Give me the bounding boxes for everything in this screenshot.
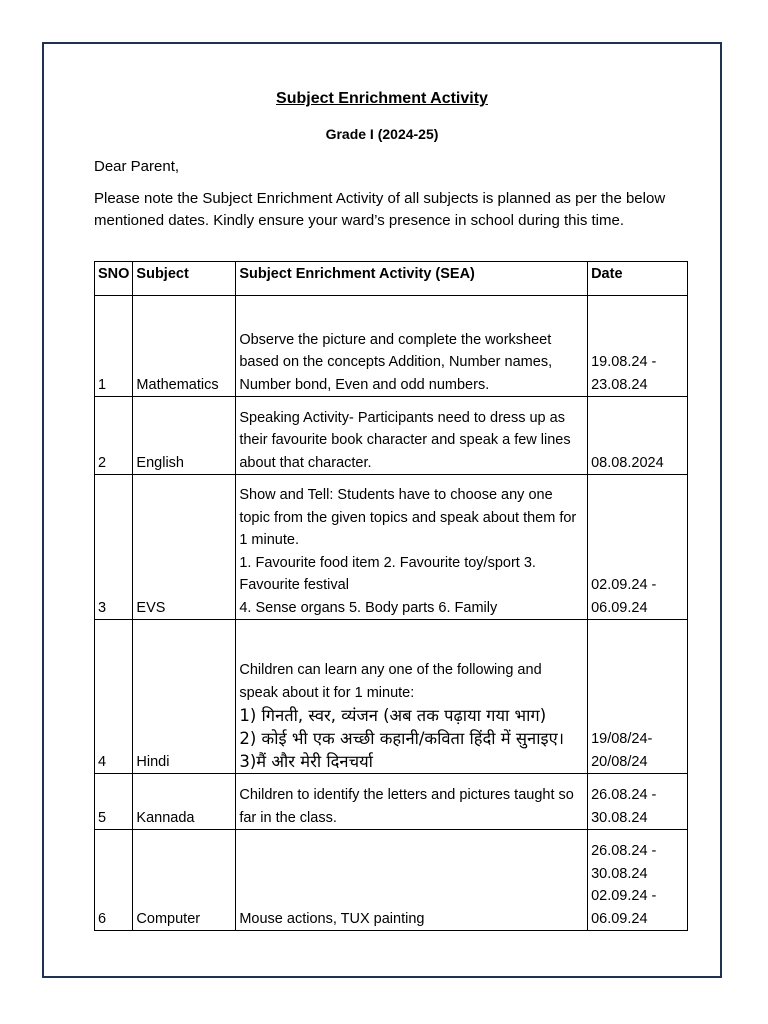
cell-date [588, 774, 688, 830]
date-text: 08.08.2024 [591, 454, 664, 471]
activity-text: 1. Favourite food item 2. Favourite toy/sport 3. Favourite festival [239, 554, 536, 593]
cell-subject: Hindi [133, 620, 236, 774]
activity-hindi-text: 1) गिनती, स्वर, व्यंजन (अब तक पढ़ाया गया भाग) [239, 706, 547, 725]
activity-text: Mouse actions, TUX painting [239, 910, 425, 927]
table-row [95, 620, 688, 774]
date-text: 26.08.24 - [591, 843, 657, 859]
table-row [95, 475, 688, 620]
document-title: Subject Enrichment Activity [276, 90, 488, 107]
salutation: Dear Parent, [94, 158, 180, 175]
activity-text: Show and Tell: Students have to choose any one topic from the given topics and speak about them for 1 minute. [239, 487, 577, 548]
sea-table [94, 261, 688, 931]
cell-activity [236, 620, 588, 774]
cell-activity [236, 296, 588, 397]
date-text: 30.08.24 [591, 865, 648, 882]
table-row [95, 774, 688, 830]
cell-sno: 1 [95, 296, 133, 397]
date-text: 19/08/24- [591, 731, 653, 747]
header-subject: Subject [133, 262, 236, 296]
header-activity: Subject Enrichment Activity (SEA) [236, 262, 588, 296]
intro-paragraph: Please note the Subject Enrichment Activity of all subjects is planned as per the below mentioned dates. Kindly ensure your ward’s presence in school during this time. [94, 190, 666, 229]
cell-subject: Kannada [133, 774, 236, 830]
date-text: 06.09.24 [591, 910, 648, 927]
cell-sno: 4 [95, 620, 133, 774]
activity-text: Children can learn any one of the following and speak about it for 1 minute: [239, 662, 542, 701]
date-text: 19.08.24 - [591, 354, 657, 370]
date-text: 23.08.24 [591, 376, 648, 393]
activity-hindi-text: 3)मैं और मेरी दिनचर्या [239, 752, 373, 771]
activity-text: 4. Sense organs 5. Body parts 6. Family [239, 599, 498, 616]
header-sno: SNO [95, 262, 133, 296]
date-text: 30.08.24 [591, 809, 648, 826]
table-row [95, 397, 688, 475]
cell-date [588, 475, 688, 620]
cell-subject: EVS [133, 475, 236, 620]
date-text: 02.09.24 - [591, 577, 657, 593]
cell-date [588, 397, 688, 475]
cell-subject: English [133, 397, 236, 475]
cell-sno: 6 [95, 830, 133, 931]
date-text: 26.08.24 - [591, 787, 657, 803]
cell-sno: 5 [95, 774, 133, 830]
activity-text: Speaking Activity- Participants need to dress up as their favourite book character and speak a few lines about that character. [239, 409, 571, 471]
table-row [95, 296, 688, 397]
date-text: 06.09.24 [591, 599, 648, 616]
page-frame [42, 42, 722, 978]
cell-activity [236, 475, 588, 620]
date-text: 02.09.24 - [591, 888, 657, 904]
cell-sno: 2 [95, 397, 133, 475]
activity-text: Observe the picture and complete the worksheet based on the concepts Addition, Number names, Number bond, Even and odd numbers. [239, 331, 553, 393]
activity-text: Children to identify the letters and pictures taught so far in the class. [239, 787, 574, 826]
grade-heading: Grade I (2024-25) [325, 126, 439, 142]
cell-date [588, 830, 688, 931]
cell-date [588, 296, 688, 397]
date-text: 20/08/24 [591, 753, 648, 770]
cell-subject: Computer [133, 830, 236, 931]
table-header-row [95, 262, 688, 296]
cell-activity [236, 397, 588, 475]
cell-activity [236, 774, 588, 830]
cell-date [588, 620, 688, 774]
table-row [95, 830, 688, 931]
cell-sno: 3 [95, 475, 133, 620]
cell-subject: Mathematics [133, 296, 236, 397]
header-date: Date [588, 262, 688, 296]
activity-hindi-text: 2) कोई भी एक अच्छी कहानी/कविता हिंदी में सुनाइए। [239, 729, 564, 748]
cell-activity [236, 830, 588, 931]
